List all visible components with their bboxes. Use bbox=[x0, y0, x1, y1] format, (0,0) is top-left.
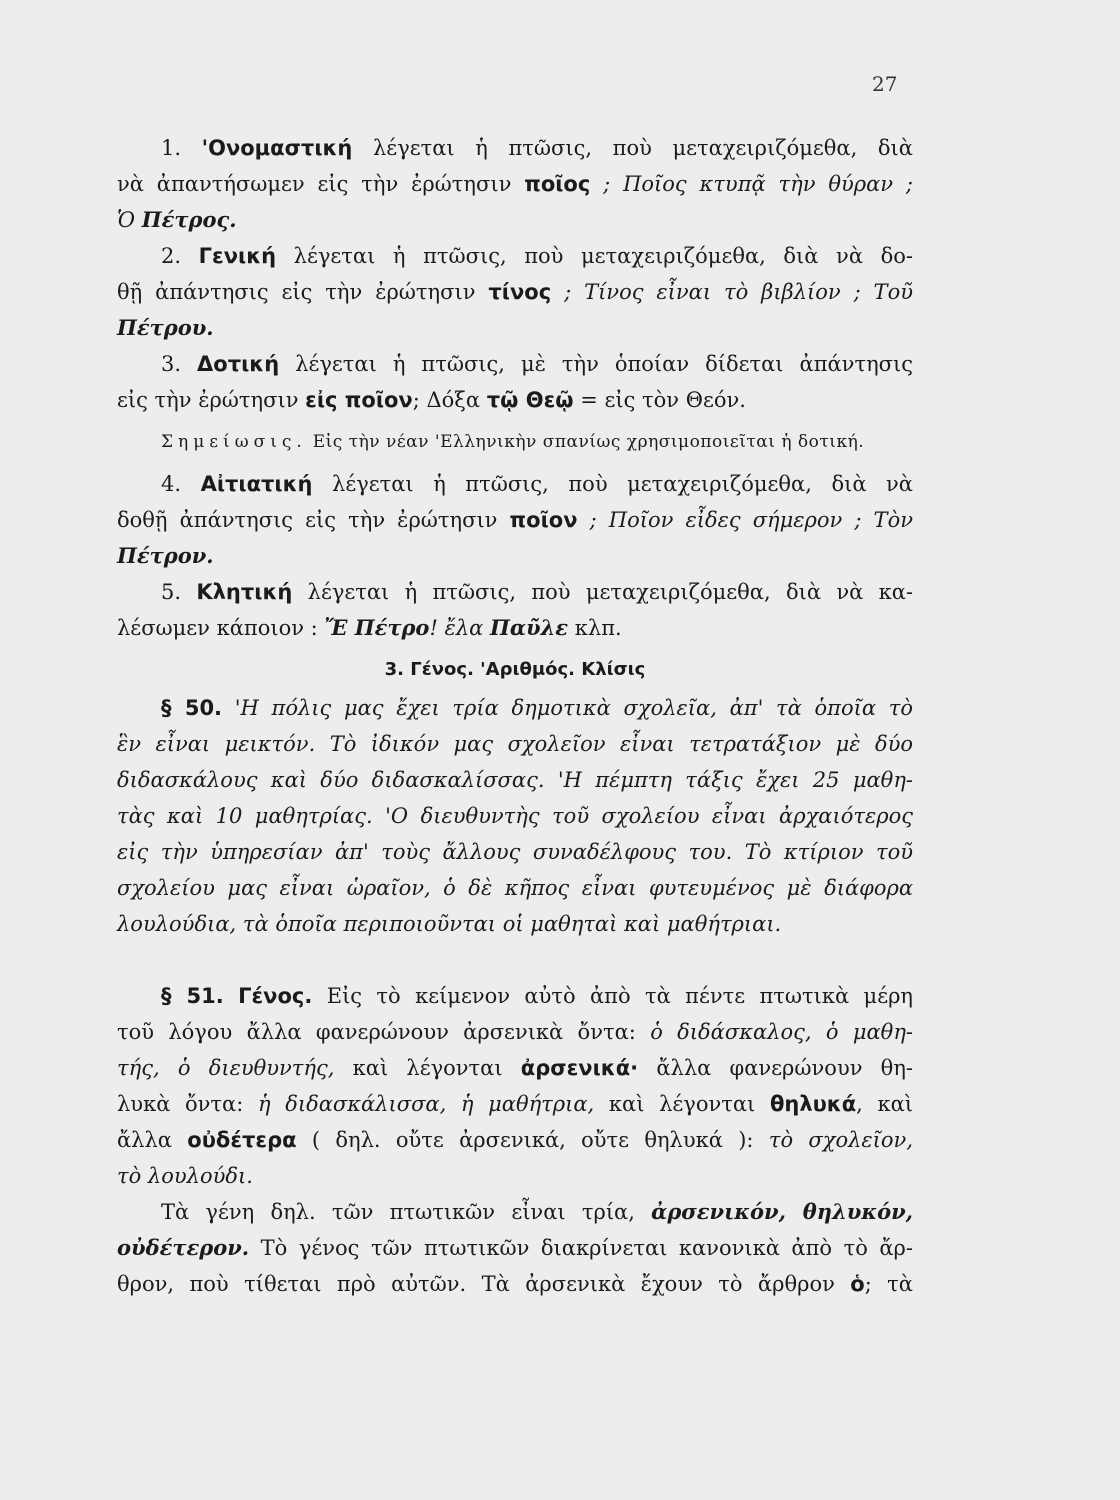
gender-term: θηλυκά bbox=[769, 1092, 857, 1116]
item-number: 1. bbox=[161, 136, 182, 160]
case-nominative-line-3 bbox=[117, 202, 913, 238]
question-word: τίνος bbox=[488, 280, 552, 304]
example-answer: Πέτρον. bbox=[117, 543, 214, 568]
text-span: λέγεται ἡ πτῶσις, ποὺ μεταχειριζόμεθα, διὰ νὰ bbox=[332, 472, 913, 496]
text-span: νὰ ἀπαντήσωμεν εἰς τὴν ἐρώτησιν bbox=[117, 172, 512, 196]
s51-line-4 bbox=[117, 1086, 913, 1122]
case-term: Κλητική bbox=[196, 580, 293, 604]
question-word: εἰς ποῖον bbox=[305, 388, 413, 412]
gender-term: οὐδέτερα bbox=[187, 1128, 297, 1152]
note-label: Σημείωσις. bbox=[161, 432, 307, 452]
item-number: 4. bbox=[161, 472, 182, 496]
s50-line-6: σχολείου μας εἶναι ὡραῖον, ὁ δὲ κῆπος εἶναι φυτευμένος μὲ διάφορα bbox=[117, 876, 913, 900]
case-vocative-line-1 bbox=[117, 574, 913, 610]
reading-text: 'Η πόλις μας ἔχει τρία δημοτικὰ σχολεῖα, ἀπ' τὰ ὁποῖα τὸ bbox=[234, 696, 913, 720]
text-span: λέγεται ἡ πτῶσις, ποὺ μεταχειριζόμεθα, διὰ νὰ κα- bbox=[307, 580, 913, 604]
note-text: Εἰς τὴν νέαν 'Ελληνικὴν σπανίως χρησιμοποιεῖται ἡ δοτική. bbox=[312, 432, 865, 452]
s50-line-7: λουλούδια, τὰ ὁποῖα περιποιοῦνται οἱ μαθηταὶ καὶ μαθήτριαι. bbox=[117, 912, 782, 936]
case-genitive-line-1 bbox=[117, 238, 913, 274]
s50-line-4: τὰς καὶ 10 μαθητρίας. 'Ο διευθυντὴς τοῦ σχολείου εἶναι ἀρχαιότερος bbox=[117, 804, 913, 828]
case-accusative-line-1 bbox=[117, 466, 913, 502]
case-nominative-line-1 bbox=[117, 130, 913, 166]
item-number: 5. bbox=[161, 580, 182, 604]
case-dative-line-1 bbox=[117, 346, 913, 382]
example-answer: Πέτρου. bbox=[117, 315, 214, 340]
s50-line-2: ἓν εἶναι μεικτόν. Τὸ ἰδικόν μας σχολεῖον εἶναι τετρατάξιον μὲ δύο bbox=[117, 732, 913, 756]
case-accusative-line-2 bbox=[117, 502, 913, 538]
text-span: Τὸ γένος τῶν πτωτικῶν διακρίνεται κανονικὰ ἀπὸ τὸ ἄρ- bbox=[260, 1236, 913, 1260]
section-mark: § 51. bbox=[161, 984, 224, 1008]
text-span: ἄλλα φανερώνουν θη- bbox=[656, 1056, 913, 1080]
spacer bbox=[117, 942, 913, 978]
text-span: λέγεται ἡ πτῶσις, ποὺ μεταχειριζόμεθα, διὰ νὰ δο- bbox=[293, 244, 913, 268]
s50-line-5: εἰς τὴν ὑπηρεσίαν ἀπ' τοὺς ἄλλους συναδέλφους του. Τὸ κτίριον τοῦ bbox=[117, 840, 913, 864]
example-text: ; Ποῖος κτυπᾷ τὴν θύραν ; bbox=[603, 172, 913, 196]
example-answer: Παῦλε bbox=[490, 615, 569, 640]
example-answer: Πέτρος. bbox=[141, 207, 237, 232]
genders-line-2 bbox=[117, 1230, 913, 1266]
s51-line-6: τὸ λουλούδι. bbox=[117, 1164, 253, 1188]
text-span: λέγεται ἡ πτῶσις, μὲ τὴν ὁποίαν δίδεται ἀπάντησις bbox=[295, 352, 913, 376]
example-answer: τῷ Θεῷ bbox=[486, 388, 574, 412]
text-span: καὶ λέγονται bbox=[608, 1092, 756, 1116]
example-text: ; Τίνος εἶναι τὸ βιβλίον ; Τοῦ bbox=[564, 280, 913, 304]
s51-line-1 bbox=[117, 978, 913, 1014]
example-text: ὁ διδάσκαλος, ὁ μαθη- bbox=[650, 1020, 913, 1044]
case-nominative-line-2 bbox=[117, 166, 913, 202]
text-span: τοῦ λόγου ἄλλα φανερώνουν ἀρσενικὰ ὄντα: bbox=[117, 1020, 636, 1044]
case-genitive-line-2 bbox=[117, 274, 913, 310]
example-text: ἡ διδασκάλισσα, ἡ μαθήτρια, bbox=[257, 1092, 595, 1116]
text-span: Τὰ γένη δηλ. τῶν πτωτικῶν εἶναι τρία, bbox=[161, 1200, 635, 1224]
s51-line-2 bbox=[117, 1014, 913, 1050]
text-span: ; Δόξα bbox=[412, 388, 481, 412]
section-mark: § 50. bbox=[161, 696, 223, 720]
text-span: καὶ λέγονται bbox=[352, 1056, 503, 1080]
item-number: 2. bbox=[161, 244, 182, 268]
example-text: ; Ποῖον εἶδες σήμερον ; Τὸν bbox=[589, 508, 913, 532]
text-span: ( δηλ. οὔτε ἀρσενικά, οὔτε θηλυκά ): bbox=[311, 1128, 754, 1152]
s51-line-5 bbox=[117, 1122, 913, 1158]
case-genitive-line-3 bbox=[117, 310, 913, 346]
text-span: εἰς τὴν ἐρώτησιν bbox=[117, 388, 299, 412]
example-answer: Ἔ Πέτρο bbox=[324, 615, 430, 640]
gender-list: οὐδέτερον. bbox=[117, 1235, 250, 1260]
note-line bbox=[117, 424, 913, 460]
section-term: Γένος. bbox=[238, 984, 313, 1008]
s50-line-1 bbox=[117, 690, 913, 726]
case-term: Δοτική bbox=[197, 352, 280, 376]
case-accusative-line-3 bbox=[117, 538, 913, 574]
genders-line-3 bbox=[117, 1266, 913, 1302]
example-text: τὸ σχολεῖον, bbox=[768, 1128, 913, 1152]
genders-line-1 bbox=[117, 1194, 913, 1230]
text-span: ; τὰ bbox=[864, 1272, 913, 1296]
example-text: Ὁ bbox=[117, 208, 136, 232]
text-span: λέγεται ἡ πτῶσις, ποὺ μεταχειριζόμεθα, διὰ bbox=[373, 136, 913, 160]
section-heading: 3. Γένος. 'Αριθμός. Κλίσις bbox=[384, 659, 646, 680]
text-span: δοθῇ ἀπάντησις εἰς τὴν ἐρώτησιν bbox=[117, 508, 498, 532]
text-span: θρον, ποὺ τίθεται πρὸ αὐτῶν. Τὰ ἀρσενικὰ ἔχουν τὸ ἄρθρον bbox=[117, 1272, 835, 1296]
text-span: λέσωμεν κάποιον : bbox=[117, 616, 318, 640]
text-span: = εἰς τὸν Θεόν. bbox=[580, 388, 746, 412]
text-span: ἄλλα bbox=[117, 1128, 172, 1152]
case-term: Γενική bbox=[198, 244, 277, 268]
item-number: 3. bbox=[161, 352, 182, 376]
s50-line-3: διδασκάλους καὶ δύο διδασκαλίσσας. 'Η πέμπτη τάξις ἔχει 25 μαθη- bbox=[117, 768, 913, 792]
gender-term: ἀρσενικά· bbox=[520, 1056, 639, 1080]
example-text: ! ἔλα bbox=[429, 616, 484, 640]
text-span: θῇ ἀπάντησις εἰς τὴν ἐρώτησιν bbox=[117, 280, 476, 304]
question-word: ποῖον bbox=[509, 508, 578, 532]
case-dative-line-2 bbox=[117, 382, 913, 418]
example-text: τής, ὁ διευθυντής, bbox=[117, 1056, 335, 1080]
page-number: 27 bbox=[872, 72, 898, 96]
article-term: ὁ bbox=[850, 1272, 865, 1296]
question-word: ποῖος bbox=[524, 172, 591, 196]
gender-list: ἀρσενικόν, θηλυκόν, bbox=[651, 1199, 913, 1224]
case-term: 'Ονομαστική bbox=[201, 136, 353, 160]
text-span: , καὶ bbox=[856, 1092, 914, 1116]
case-term: Αἰτιατική bbox=[200, 472, 313, 496]
page-body bbox=[117, 130, 913, 1302]
text-span: Εἰς τὸ κείμενον αὐτὸ ἀπὸ τὰ πέντε πτωτικὰ μέρη bbox=[326, 984, 913, 1008]
s51-line-3 bbox=[117, 1050, 913, 1086]
case-vocative-line-2 bbox=[117, 610, 913, 646]
text-span: λυκὰ ὄντα: bbox=[117, 1092, 244, 1116]
text-span: κλπ. bbox=[574, 616, 622, 640]
